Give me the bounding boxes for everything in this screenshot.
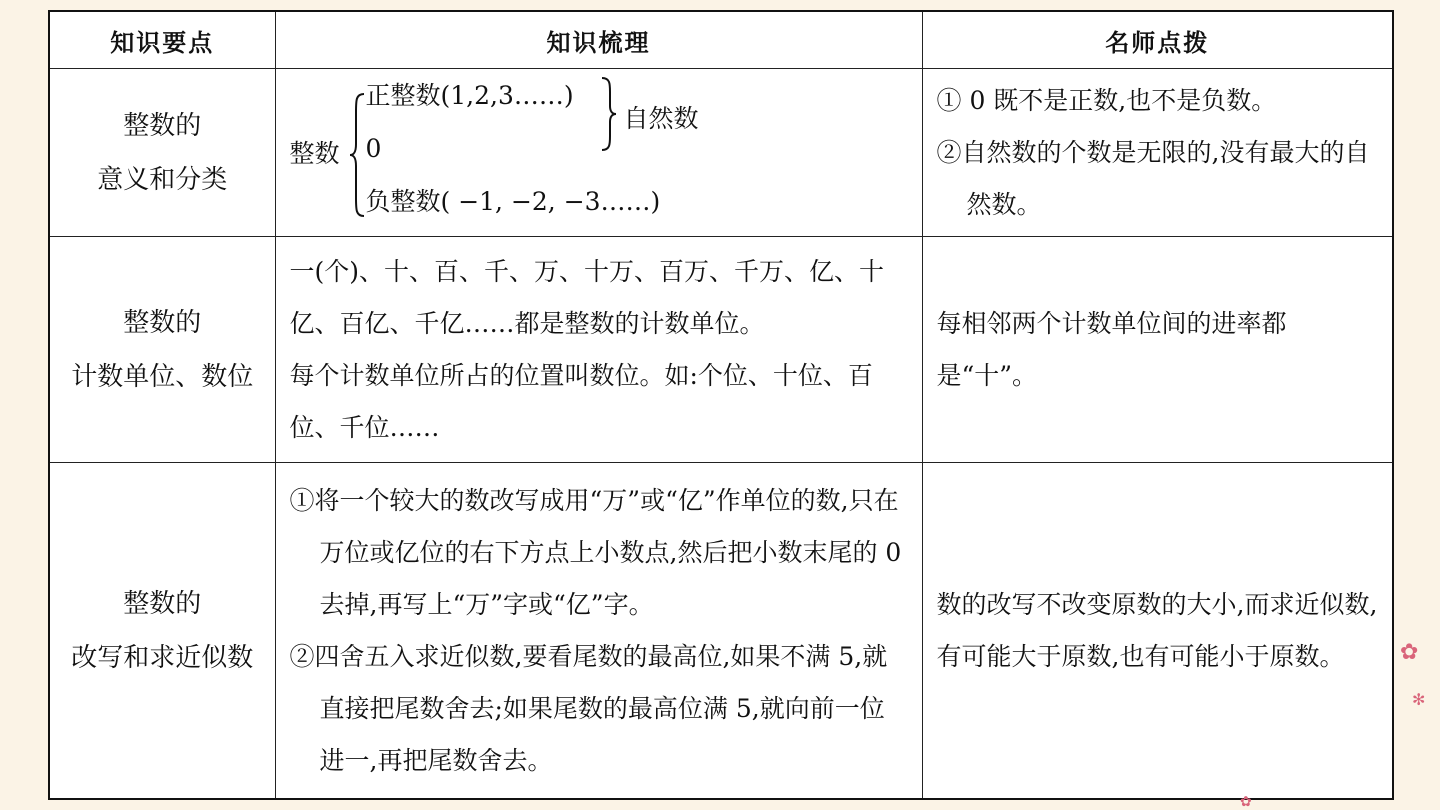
header-knowledge-points: 知识要点 (49, 11, 275, 69)
row-point (49, 69, 275, 237)
table-row (49, 463, 1393, 800)
knowledge-paragraph: ①将一个较大的数改写成用“万”或“亿”作单位的数,只在万位或亿位的右下方点上小数点,然后把小数末尾的 0 去掉,再写上“万”字或“亿”字。 (289, 485, 902, 619)
row-knowledge (275, 463, 922, 800)
row-knowledge (275, 237, 922, 463)
point-line: 意义和分类 (97, 164, 228, 195)
row-tips (922, 237, 1393, 463)
tip-item: ① 0 既不是正数,也不是负数。 (936, 85, 1277, 115)
point-line: 整数的 (123, 110, 202, 141)
flower-icon: ✻ (1412, 690, 1426, 709)
header-row (49, 11, 1393, 69)
point-line: 整数的 (123, 588, 202, 619)
left-brace-icon (348, 92, 366, 218)
knowledge-paragraph: 每个计数单位所占的位置叫数位。如:个位、十位、百位、千位…… (289, 360, 873, 442)
header-teacher-tips: 名师点拨 (922, 11, 1393, 69)
flower-icon: ✿ (1240, 794, 1252, 810)
tip-item: 每相邻两个计数单位间的进率都是“十”。 (936, 308, 1287, 390)
row-knowledge (275, 69, 922, 237)
tip-item: 数的改写不改变原数的大小,而求近似数,有可能大于原数,也有可能小于原数。 (936, 589, 1378, 671)
knowledge-paragraph: 一(个)、十、百、千、万、十万、百万、千万、亿、十亿、百亿、千亿……都是整数的计数单位。 (289, 256, 885, 338)
table-row (49, 69, 1393, 237)
zero-item: 0 (365, 133, 382, 163)
row-point (49, 463, 275, 800)
point-line: 计数单位、数位 (71, 361, 254, 392)
positive-integer: 正整数(1,2,3……) (365, 80, 574, 110)
row-tips (922, 463, 1393, 800)
natural-number-label: 自然数 (623, 103, 699, 133)
knowledge-table (48, 10, 1394, 800)
flower-icon: ✿ (1400, 640, 1419, 665)
tip-item: ②自然数的个数是无限的,没有最大的自然数。 (936, 137, 1370, 219)
row-tips (922, 69, 1393, 237)
point-line: 改写和求近似数 (71, 642, 254, 673)
point-line: 整数的 (123, 307, 202, 338)
row-point (49, 237, 275, 463)
integer-classification (290, 78, 908, 228)
integer-label: 整数 (289, 138, 340, 168)
knowledge-paragraph: ②四舍五入求近似数,要看尾数的最高位,如果不满 5,就直接把尾数舍去;如果尾数的最高位满 5,就向前一位进一,再把尾数舍去。 (289, 641, 888, 775)
header-knowledge-summary: 知识梳理 (275, 11, 922, 69)
table-row (49, 237, 1393, 463)
right-brace-icon (600, 76, 618, 152)
negative-integer: 负整数( −1, −2, −3……) (365, 186, 661, 216)
